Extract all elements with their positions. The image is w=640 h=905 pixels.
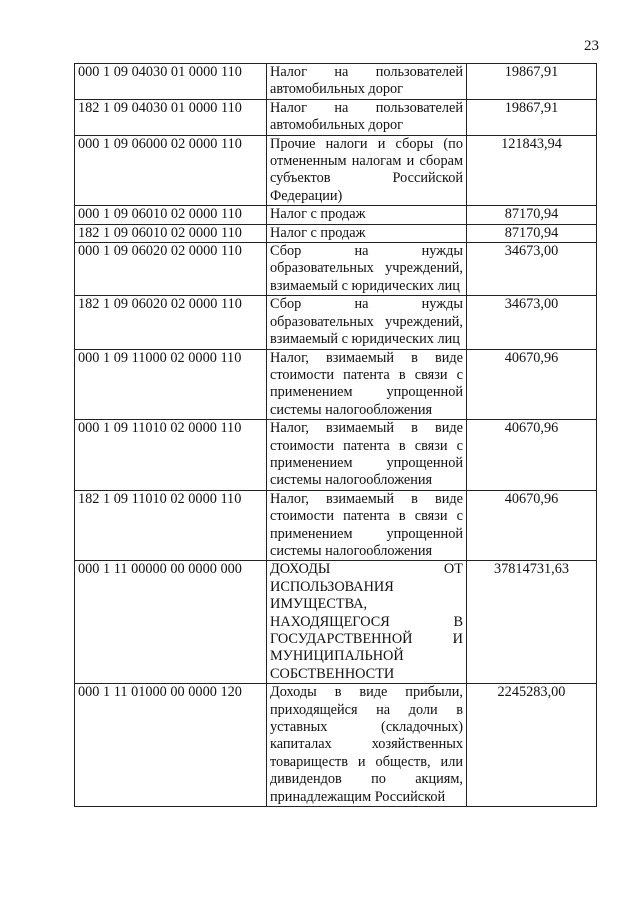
table-row — [75, 224, 597, 242]
row-sum: 121843,94 — [467, 135, 597, 206]
row-code: 182 1 09 11010 02 0000 110 — [75, 490, 267, 561]
row-code: 000 1 09 11000 02 0000 110 — [75, 349, 267, 420]
table-row — [75, 243, 597, 296]
row-code: 000 1 11 01000 00 0000 120 — [75, 684, 267, 807]
table-row — [75, 64, 597, 100]
row-sum: 87170,94 — [467, 206, 597, 224]
row-sum: 40670,96 — [467, 349, 597, 420]
row-name: Сбор на нужды образовательных учреждений, взимаемый с юридических лиц — [267, 296, 467, 349]
table-row — [75, 99, 597, 135]
row-code: 000 1 09 04030 01 0000 110 — [75, 64, 267, 100]
row-sum: 2245283,00 — [467, 684, 597, 807]
row-name: Сбор на нужды образовательных учреждений, взимаемый с юридических лиц — [267, 243, 467, 296]
row-sum: 87170,94 — [467, 224, 597, 242]
row-code: 000 1 09 06000 02 0000 110 — [75, 135, 267, 206]
row-sum: 19867,91 — [467, 99, 597, 135]
row-code: 182 1 09 04030 01 0000 110 — [75, 99, 267, 135]
row-name: Налог на пользователей автомобильных дорог — [267, 99, 467, 135]
row-sum: 19867,91 — [467, 64, 597, 100]
row-name: Налог, взимаемый в виде стоимости патента в связи с применением упрощенной системы налогообложения — [267, 490, 467, 561]
row-name: Прочие налоги и сборы (по отмененным налогам и сборам субъектов Российской Федерации) — [267, 135, 467, 206]
row-code: 182 1 09 06010 02 0000 110 — [75, 224, 267, 242]
row-sum: 34673,00 — [467, 243, 597, 296]
row-code: 000 1 09 06010 02 0000 110 — [75, 206, 267, 224]
budget-table — [74, 63, 597, 807]
table-row — [75, 561, 597, 684]
table-row — [75, 206, 597, 224]
row-name: Налог, взимаемый в виде стоимости патента в связи с применением упрощенной системы налогообложения — [267, 349, 467, 420]
table-row — [75, 135, 597, 206]
row-code: 182 1 09 06020 02 0000 110 — [75, 296, 267, 349]
table-row — [75, 490, 597, 561]
row-code: 000 1 09 11010 02 0000 110 — [75, 420, 267, 491]
row-name: Налог с продаж — [267, 206, 467, 224]
row-name: Налог, взимаемый в виде стоимости патента в связи с применением упрощенной системы налогообложения — [267, 420, 467, 491]
row-code: 000 1 09 06020 02 0000 110 — [75, 243, 267, 296]
row-sum: 40670,96 — [467, 490, 597, 561]
row-name: Налог с продаж — [267, 224, 467, 242]
table-row — [75, 420, 597, 491]
row-name: Налог на пользователей автомобильных дорог — [267, 64, 467, 100]
row-sum: 40670,96 — [467, 420, 597, 491]
row-name: ДОХОДЫ ОТ ИСПОЛЬЗОВАНИЯ ИМУЩЕСТВА, НАХОДЯЩЕГОСЯ В ГОСУДАРСТВЕННОЙ И МУНИЦИПАЛЬНОЙ СОБСТВЕННОСТИ — [267, 561, 467, 684]
page-number: 23 — [584, 38, 599, 54]
row-name: Доходы в виде прибыли, приходящейся на доли в уставных (складочных) капиталах хозяйственных товариществ и обществ, или дивидендов по акциям, принадлежащим Российской — [267, 684, 467, 807]
table-row — [75, 296, 597, 349]
row-code: 000 1 11 00000 00 0000 000 — [75, 561, 267, 684]
row-sum: 37814731,63 — [467, 561, 597, 684]
table-row — [75, 349, 597, 420]
row-sum: 34673,00 — [467, 296, 597, 349]
table-row — [75, 684, 597, 807]
